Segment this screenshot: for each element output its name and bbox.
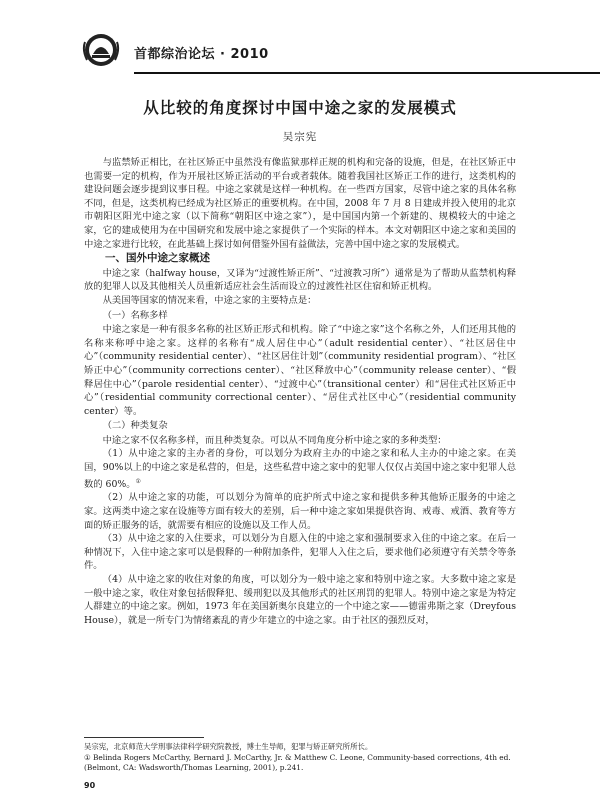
- subsection-heading-types: （二）种类复杂: [102, 420, 168, 432]
- page-header: [84, 32, 600, 72]
- author-footnote: 吴宗宪，北京师范大学刑事法律科学研究院教授，博士生导师，犯罪与矫正研究所所长。: [84, 742, 373, 751]
- subsection-heading-names: （一）名称多样: [102, 309, 168, 321]
- article-title: 从比较的角度探讨中国中途之家的发展模式: [143, 99, 457, 117]
- type-item-3: （3）从中途之家的入住要求，可以划分为自愿入住的中途之家和强制要求入住的中途之家。在后一种情况下，入住中途之家可以是假释的一种附加条件，犯罪人入住之后，要求他们必须遵守有关禁令等条件。: [84, 533, 516, 572]
- type-item-2: （2）从中途之家的功能，可以划分为简单的庇护所式中途之家和提供多种其他矫正服务的中途之家。这两类中途之家在设施等方面有较大的差别，后一种中途之家如果提供咨询、戒毒、戒酒、教育等方面的矫正服务的话，就需要有相应的设施以及工作人员。: [84, 492, 516, 531]
- footnote-rule: [84, 737, 204, 738]
- type-item-1-text: （1）从中途之家的主办者的身份，可以划分为政府主办的中途之家和私人主办的中途之家。在美国，90%以上的中途之家是私营的，但是，这些私营中途之家中的犯罪人仅仅占美国中途之家中犯罪人总数的 60%。: [84, 448, 516, 490]
- intro-paragraph: 与监禁矫正相比，在社区矫正中虽然没有像监狱那样正规的机构和完备的设施，但是，在社区矫正中也需要一定的机构，作为开展社区矫正活动的平台或者载体。随着我国社区矫正工作的进行，这类机构的建设问题会逐步提到议事日程。中途之家就是这样一种机构。在一些西方国家，尽管中途之家的具体名称不同，但是，这类机构已经成为社区矫正的重要机构。在中国，2008 年 7 月 8 日建成并投入使用的北京市朝阳区阳光中途之家（以下简称“朝阳区中途之家”），是中国国内第一个新建的、规模较大的中途之家，它的建成使用为在中国研究和发展中途之家提供了一个实际的样本。本文对朝阳区中途之家和美国的中途之家进行比较，在此基础上探讨如何借鉴外国有益做法，完善中国中途之家的发展模式。: [84, 157, 516, 250]
- footnote-1-mark: ①: [84, 752, 91, 762]
- footnotes: [84, 742, 516, 774]
- types-lead: 中途之家不仅名称多样，而且种类复杂。可以从不同角度分析中途之家的多种类型：: [102, 434, 447, 446]
- names-paragraph: 中途之家是一种有很多名称的社区矫正形式和机构。除了“中途之家”这个名称之外，人们还用其他的名称来称呼中途之家。这样的名称有“成人居住中心”（adult residential center）、“社区居住中心”（community residential center）、“社区居住计划”（community residential program）、“社区矫正中心”（community corrections center）、“社区释放中心”（community release center）、“假释居住中心”（parole residential center）、“过渡中心”（transitional center）和“居住式社区矫正中心”（residential community correctional center）、“居住式社区中心”（residential community center）等。: [84, 324, 516, 417]
- header-rule: [134, 72, 600, 74]
- footnote-ref: ①: [135, 477, 141, 485]
- features-lead: 从美国等国家的情况来看，中途之家的主要特点是：: [102, 294, 317, 306]
- footnote-1-text: Belinda Rogers McCarthy, Bernard J. McCarthy, Jr. & Matthew C. Leone, Community-based corrections, 4th ed. (Belmont, CA: Wadsworth/Thomas Learning, 2001), p.241.: [84, 752, 511, 772]
- journal-name: 首都综治论坛 · 2010: [134, 47, 269, 62]
- article-author: 吴宗宪: [282, 131, 318, 143]
- footnote-1: [84, 753, 516, 774]
- type-item-1: [84, 447, 516, 491]
- section-heading: 一、国外中途之家概述: [105, 252, 210, 265]
- article-body: [84, 156, 516, 627]
- page-number: 90: [84, 781, 96, 790]
- definition-paragraph: 中途之家（halfway house，又译为“过渡性矫正所”、“过渡教习所”）通常是为了帮助从监禁机构释放的犯罪人以及其他相关人员重新适应社会生活而设立的过渡性社区住宿和矫正机构。: [84, 267, 516, 293]
- seal-emblem-icon: [82, 32, 120, 68]
- type-item-4: （4）从中途之家的收住对象的角度，可以划分为一般中途之家和特别中途之家。大多数中途之家是一般中途之家，收住对象包括假释犯、缓刑犯以及其他形式的社区刑罚的犯罪人。特别中途之家是为特定人群建立的中途之家。例如，1973 年在美国新奥尔良建立的一个中途之家——德雷弗斯之家（Dreyfous House），就是一所专门为情绪紊乱的青少年建立的中途之家。由于社区的强烈反对，: [84, 573, 516, 626]
